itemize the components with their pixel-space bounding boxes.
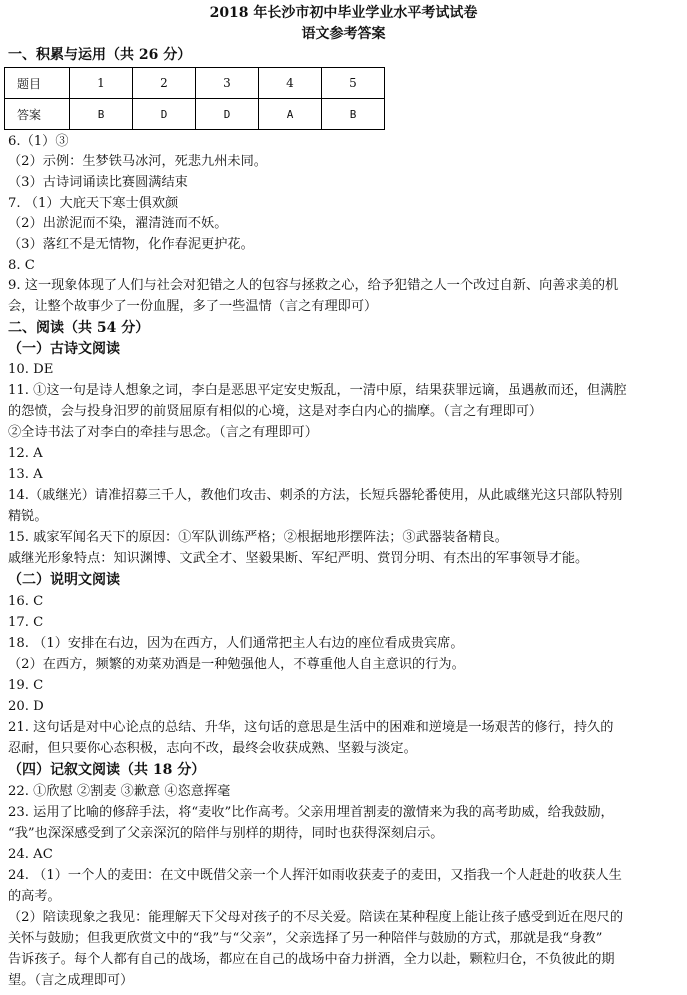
answer-line: 12. A: [8, 446, 43, 461]
answer-line: 关怀与鼓励；但我更欣赏文中的“我”与“父亲”，父亲选择了另一种陪伴与鼓励的方式，那就是我“身教”: [8, 931, 603, 946]
answer-line: 9. 这一现象体现了人们与社会对犯错之人的包容与拯救之心，给予犯错之人一个改过自新、向善求美的机: [8, 278, 619, 293]
answer-line: 23. 运用了比喻的修辞手法，将“麦收”比作高考。父亲用埋首割麦的激情来为我的高考助威，给我鼓励，: [8, 805, 614, 820]
answer-line: （2）出淤泥而不染，濯清涟而不妖。: [8, 216, 228, 231]
answer-line: 18. （1）安排在右边，因为在西方，人们通常把主人右边的座位看成贵宾席。: [8, 636, 464, 651]
answer-line: 24. （1）一个人的麦田：在文中既借父亲一个人挥汗如雨收获麦子的麦田，又指我一个人赶赴的收获人生: [8, 868, 622, 883]
document-title: 2018 年长沙市初中毕业学业水平考试试卷: [209, 5, 478, 21]
table-cell: 4: [259, 68, 322, 99]
answer-line: “我”也深深感受到了父亲深沉的陪伴与别样的期待，同时也获得深刻启示。: [8, 826, 444, 841]
answer-line: 15. 戚家军闻名天下的原因：①军队训练严格；②根据地形摆阵法；③武器装备精良。: [8, 530, 508, 545]
subsection-heading-classical: （一）古诗文阅读: [8, 341, 120, 357]
table-cell: 2: [133, 68, 196, 99]
table-cell: B: [70, 99, 133, 130]
answer-line: 8. C: [8, 258, 35, 273]
table-cell: D: [133, 99, 196, 130]
table-header-answers: 答案: [5, 99, 70, 130]
answer-line: 11. ①这一句是诗人想象之词，李白是恶思平定安史叛乱，一清中原，结果获罪远谪，虽遇赦而还，但满腔: [8, 383, 627, 398]
answer-line: 忍耐，但只要你心态积极，志向不改，最终会收获成熟、坚毅与淡定。: [8, 741, 417, 756]
answer-line: （2）示例：生梦铁马冰河，死悲九州未同。: [8, 154, 267, 169]
answer-line: 20. D: [8, 699, 44, 714]
answer-line: ②全诗书法了对李白的牵挂与思念。（言之有理即可）: [8, 425, 318, 440]
answer-line: 22. ①欣慰 ②割麦 ③歉意 ④恣意挥毫: [8, 784, 231, 799]
answer-line: 13. A: [8, 467, 43, 482]
table-cell: D: [196, 99, 259, 130]
answer-line: 告诉孩子。每个人都有自己的战场，都应在自己的战场中奋力拼酒，全力以赴，颗粒归仓，不负彼此的期: [8, 952, 615, 967]
table-cell: A: [259, 99, 322, 130]
answer-line: 24. AC: [8, 847, 53, 862]
answer-line: 的怨愤，会与投身汨罗的前贤屈原有相似的心境，这是对李白内心的揣摩。（言之有理即可）: [8, 404, 543, 419]
table-cell: 5: [322, 68, 385, 99]
table-cell: B: [322, 99, 385, 130]
answer-line: 10. DE: [8, 362, 54, 377]
table-cell: 3: [196, 68, 259, 99]
answer-line: （2）陪读现象之我见：能理解天下父母对孩子的不尽关爱。陪读在某种程度上能让孩子感受到近在咫尺的: [8, 910, 624, 925]
table-header-questions: 题目: [5, 68, 70, 99]
section-heading-2: 二、阅读（共 54 分）: [8, 320, 150, 336]
section-heading-1: 一、积累与运用（共 26 分）: [8, 47, 192, 63]
answer-line: （3）古诗词诵读比赛圆满结束: [8, 175, 188, 190]
answer-line: 21. 这句话是对中心论点的总结、升华，这句话的意思是生活中的困难和逆境是一场艰苦的修行，持久的: [8, 720, 614, 735]
subsection-heading-expository: （二）说明文阅读: [8, 572, 120, 588]
answer-line: 16. C: [8, 594, 44, 609]
answer-line: 望。（言之成理即可）: [8, 973, 134, 988]
answer-line: 会，让整个故事少了一份血腥，多了一些温情（言之有理即可）: [8, 299, 378, 314]
table-cell: 1: [70, 68, 133, 99]
answer-line: 戚继光形象特点：知识渊博、文武全才、坚毅果断、军纪严明、赏罚分明、有杰出的军事领导才能。: [8, 551, 589, 566]
table-row-questions: [5, 68, 385, 99]
answer-line: （3）落红不是无情物，化作春泥更护花。: [8, 237, 254, 252]
table-row-answers: [5, 99, 385, 130]
answer-line: 精锐。: [8, 509, 48, 524]
answer-line: 7. （1）大庇天下寒士俱欢颜: [8, 196, 179, 211]
answer-line: 17. C: [8, 615, 44, 630]
answer-line: （2）在西方，频繁的劝菜劝酒是一种勉强他人，不尊重他人自主意识的行为。: [8, 657, 465, 672]
answer-table: [4, 67, 385, 130]
answer-line: 19. C: [8, 678, 44, 693]
answer-line: 的高考。: [8, 889, 61, 904]
subsection-heading-narrative: （四）记叙文阅读（共 18 分）: [8, 762, 206, 778]
document-subtitle: 语文参考答案: [301, 26, 386, 42]
answer-line: 14.（戚继光）请准招募三千人，教他们攻击、刺杀的方法，长短兵器轮番使用，从此戚继光这只部队特别: [8, 488, 623, 503]
answer-line: 6.（1）③: [8, 134, 69, 149]
